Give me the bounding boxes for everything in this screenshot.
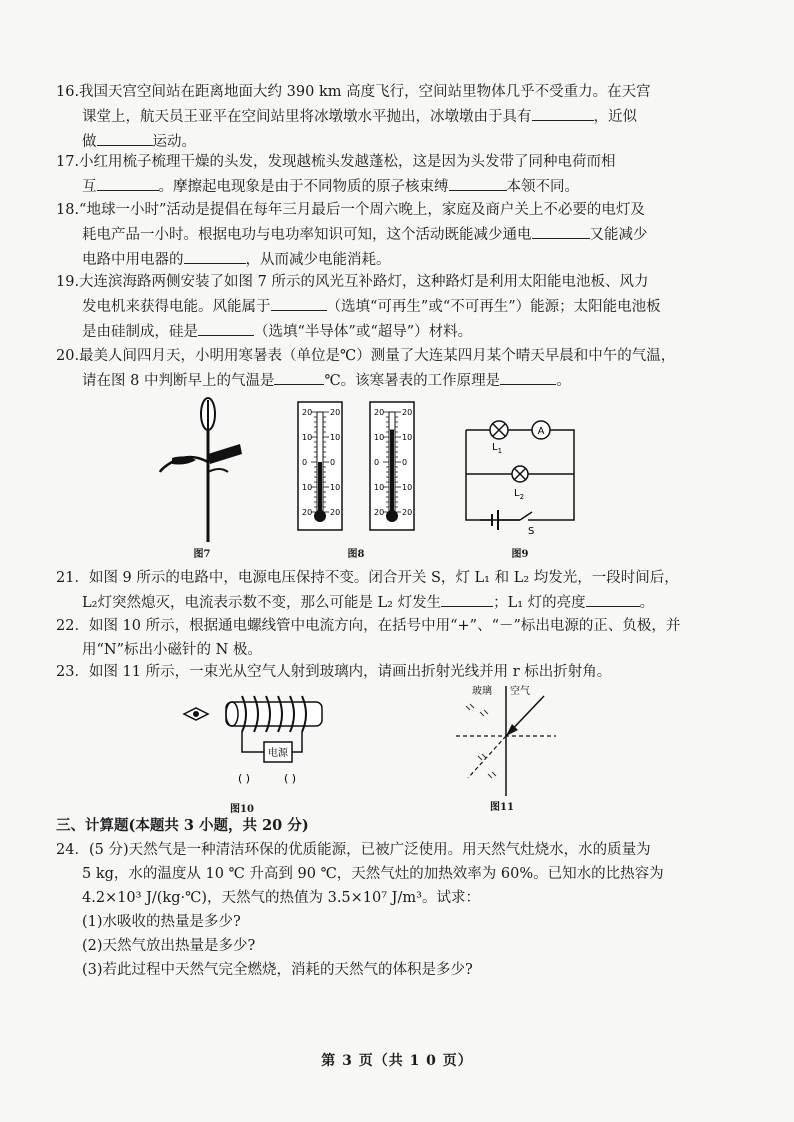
thermometer-scale-label: 20 [302,408,313,417]
lamp-l2-label [514,488,524,501]
figure-8-caption: 图8 [347,549,365,560]
q21-text: L₂灯突然熄灭，电流表示数不变，那么可能是 L₂ 灯发生 [82,595,442,611]
thermometer-scale-label: 0 [402,458,408,467]
thermometer-scale-label: 20 [374,408,385,417]
q23-line1: 23．如图 11 所示，一束光从空气人射到玻璃内，请画出折射光线并用 r 标出折射角。 [56,664,612,680]
figure-11-caption: 图11 [490,802,514,813]
thermometer-scale-label: 10 [302,433,313,442]
air-label: 空气 [510,686,530,697]
lamp-arm-right [208,469,228,472]
figure-7-street-lamp [150,392,250,542]
glass-label: 玻璃 [472,686,492,697]
answer-blank[interactable] [532,222,590,239]
thermometer-scale-label: 20 [330,408,341,417]
q18-line2 [56,222,746,247]
question-18 [56,198,746,272]
mercury-column-noon [390,430,394,513]
lamp-l2-letter: L [514,488,520,499]
answer-blank[interactable] [586,590,640,607]
q18-text: 电路中用电器的 [82,252,184,268]
q21-line1: 21．如图 9 所示的电路中，电源电压保持不变。闭合开关 S，灯 L₁ 和 L₂ 均发光，一段时间后， [56,570,679,586]
question-22 [56,614,746,662]
answer-blank[interactable] [449,174,507,191]
thermometer-morning [298,402,342,530]
solar-panel-icon [208,444,242,464]
section-3-heading: 三、计算题(本题共 3 小题，共 20 分) [56,817,309,834]
figure-11-refraction [452,682,562,798]
ammeter-label: A [537,426,545,437]
figure-10-caption: 图10 [230,804,254,815]
thermometer-scale-label: 10 [330,433,341,442]
figure-7-caption: 图7 [193,549,211,560]
thermometer-scale-label: 20 [330,508,341,517]
question-16 [56,80,746,154]
mercury-column-morning [318,462,322,512]
question-19 [56,270,746,344]
q24-sub1: (1)水吸收的热量是多少? [82,914,241,930]
page-number-footer: 第 3 页（共 1 0 页） [321,1053,473,1069]
thermometer-scale-label: 20 [302,508,313,517]
answer-blank[interactable] [532,104,594,121]
q19-text: （选填“可再生”或“不可再生”）能源；太阳能电池板 [326,299,661,315]
q17-line1: 17.小红用梳子梳理干燥的头发，发现越梳头发越蓬松，这是因为头发带了同种电荷而相 [56,154,616,170]
q24-sub3: (3)若此过程中天然气完全燃烧，消耗的天然气的体积是多少? [82,962,473,978]
q24-line1: 24．(5 分)天然气是一种清洁环保的优质能源，已被广泛使用。用天然气灶烧水，水的质量为 [56,842,651,858]
thermometer-scale-label: 20 [374,508,385,517]
q17-line2 [56,174,746,199]
q19-text: 发电机来获得电能。风能属于 [82,299,271,315]
question-23 [56,660,746,684]
answer-blank[interactable] [198,319,254,336]
question-17 [56,150,746,199]
q16-line1: 16.我国天宫空间站在距离地面大约 390 km 高度飞行，空间站里物体几乎不受重力。在天宫 [56,84,651,100]
q18-line1: 18.“地球一小时”活动是提倡在每年三月最后一个周六晚上，家庭及商户关上不必要的电灯及 [56,202,645,218]
q16-text: 做 [82,134,97,150]
q19-text: （选填“半导体”或“超导”）材料。 [254,324,473,340]
q18-line3 [56,247,746,272]
q20-text: ℃。该寒暑表的工作原理是 [324,373,501,389]
answer-blank[interactable] [500,368,556,385]
q17-text: 互 [82,179,97,195]
q16-text: ，近似 [593,109,637,125]
lamp-l2-sub: 2 [519,493,525,501]
reference-dashed-line [468,736,506,778]
q22-line2: 用“N”标出小磁针的 N 极。 [82,642,262,658]
switch-label: S [528,526,535,537]
question-20 [56,344,746,393]
thermometer-scale-label: 10 [374,483,385,492]
q20-line2 [56,368,746,393]
answer-blank[interactable] [97,174,159,191]
thermometer-noon [370,402,414,530]
figure-10-solenoid [180,690,340,798]
answer-blank[interactable] [184,247,246,264]
lamp-l1-sub: 1 [497,447,503,455]
thermometer-scale-label: 0 [302,458,308,467]
q19-line3 [56,319,746,344]
q18-text: 又能减少 [589,227,648,243]
thermometer-scale-label: 10 [374,433,385,442]
q16-text: 课堂上，航天员王亚平在空间站里将冰墩墩水平抛出，冰墩墩由于具有 [82,109,532,125]
lamp-l1-label [492,442,502,455]
answer-blank[interactable] [441,590,493,607]
glass-hatch-marks [466,704,496,778]
question-24 [56,838,746,982]
q17-text: 本领不同。 [506,179,579,195]
q22-line1: 22．如图 10 所示，根据通电螺线管中电流方向，在括号中用“+”、“－”标出电源的正、负极，并 [56,618,681,634]
q21-text: 。 [639,595,655,611]
lamp-l1-letter: L [492,442,498,453]
q24-line2: 5 kg，水的温度从 10 ℃ 升高到 90 ℃，天然气灶的加热效率为 60%。已知水的比热容为 [82,866,664,882]
thermometer-scale-label: 20 [402,508,413,517]
answer-blank[interactable] [271,294,327,311]
thermometer-scale-label: 10 [302,483,313,492]
q24-sub2: (2)天然气放出热量是多少? [82,938,256,954]
switch-icon [520,512,532,520]
thermometer-scale-label: 10 [330,483,341,492]
question-21 [56,566,746,615]
thermometer-scale-label: 10 [402,433,413,442]
q20-line1: 20.最美人间四月天，小明用寒暑表（单位是℃）测量了大连某四月某个晴天早晨和中午的气温， [56,348,676,364]
answer-blank[interactable] [97,129,153,146]
q16-line2 [56,104,746,129]
q18-text: 耗电产品一小时。根据电功与电功率知识可知，这个活动既能减少通电 [82,227,532,243]
q16-text: 运动。 [152,134,196,150]
q18-text: ，从而减少电能消耗。 [245,252,391,268]
answer-blank[interactable] [274,368,324,385]
q20-text: 请在图 8 中判断早上的气温是 [82,373,275,389]
power-source-label: 电源 [268,748,288,759]
q19-text: 是由硅制成，硅是 [82,324,198,340]
q21-line2 [56,590,746,615]
q20-text: 。 [556,373,571,389]
q21-text: ；L₁ 灯的亮度 [493,595,586,611]
left-polarity-bracket[interactable]: ( ) [238,772,251,785]
thermometer-scale-label: 0 [374,458,380,467]
right-polarity-bracket[interactable]: ( ) [284,772,297,785]
q24-line3: 4.2×10³ J/(kg·℃)，天然气的热值为 3.5×10⁷ J/m³。试求： [82,890,480,906]
q19-line1: 19.大连滨海路两侧安装了如图 7 所示的风光互补路灯，这种路灯是利用太阳能电池板、风力 [56,274,649,290]
compass-needle-icon [184,708,208,720]
figure-8-thermometers [292,398,422,542]
figure-9-caption: 图9 [511,549,529,560]
figure-9-circuit [462,416,578,540]
thermometer-scale-label: 0 [330,458,336,467]
q19-line2 [56,294,746,319]
thermometer-scale-label: 10 [402,483,413,492]
thermometer-scale-label: 20 [402,408,413,417]
q17-text: 。摩擦起电现象是由于不同物质的原子核束缚 [158,179,449,195]
